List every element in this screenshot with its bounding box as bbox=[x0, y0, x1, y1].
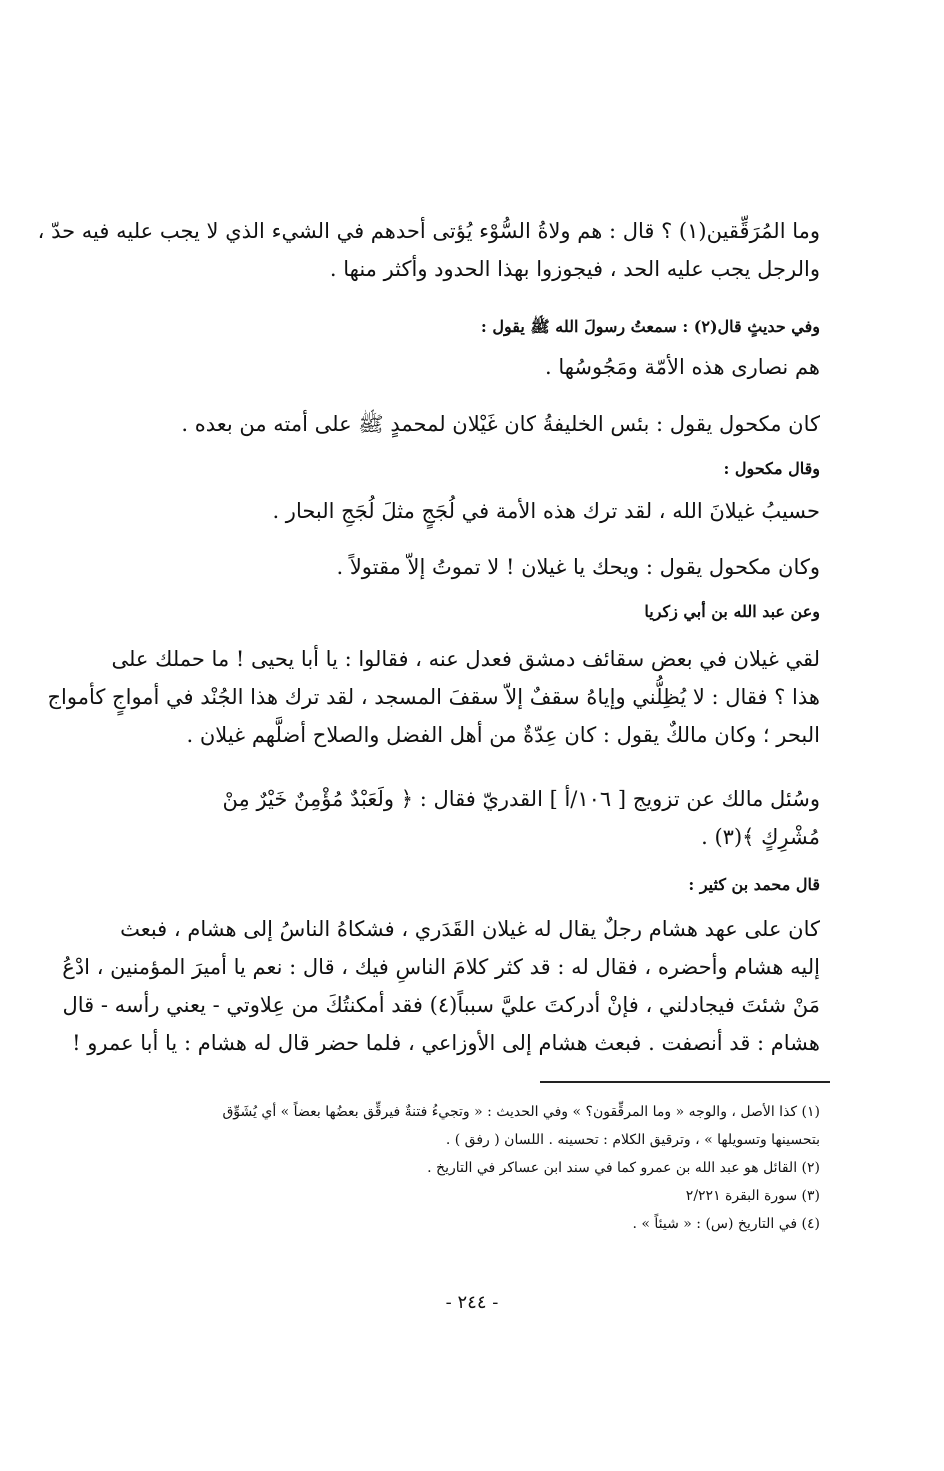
text-line: مُشْرِكٍ ﴾(٣) . bbox=[701, 825, 820, 849]
footnote-divider bbox=[540, 1081, 830, 1083]
footnote-line: (٢) القائل هو عبد الله بن عمرو كما في سند ابن عساكر في التاريخ . bbox=[427, 1160, 820, 1176]
text-line: كان على عهد هشام رجلٌ يقال له غيلان القَدَري ، فشكاهُ الناسُ إلى هشام ، فبعث bbox=[120, 917, 820, 941]
text-line: هذا ؟ فقال : لا يُظِلُّني وإياهُ سقفٌ إلاّ سقفَ المسجد ، لقد ترك هذا الجُنْد في أمواجٍ كأمواج bbox=[47, 685, 820, 709]
text-line: وما المُرَقِّقين(١) ؟ قال : هم ولاةُ السُّوْء يُؤتى أحدهم في الشيء الذي لا يجب عليه فيه حدّ ، bbox=[37, 219, 820, 243]
text-line: والرجل يجب عليه الحد ، فيجوزوا بهذا الحدود وأكثر منها . bbox=[329, 257, 820, 281]
paragraph-2: كان مكحول يقول : بئس الخليفةُ كان غَيْلان لمحمدٍ ﷺ على أمته من بعده . bbox=[181, 412, 820, 436]
footnotes bbox=[120, 1098, 820, 1238]
quote-hadith: هم نصارى هذه الأمّة ومَجُوسُها . bbox=[544, 355, 820, 379]
paragraph-4: وكان مكحول يقول : ويحك يا غيلان ! لا تموتُ إلاّ مقتولاً . bbox=[336, 555, 820, 579]
heading-hadith: وفي حديثٍ قال(٢) : سمعتُ رسولَ الله ﷺ يقول : bbox=[480, 317, 820, 336]
text-line: وسُئل مالك عن تزويج [ ١٠٦/أ ] القدريّ فقال : ﴿ ولَعَبْدٌ مُؤْمِنٌ خَيْرٌ مِنْ bbox=[222, 787, 820, 811]
footnote-line: بتحسينها وتسويلها » ، وترقيق الكلام : تحسينه . اللسان ( رفق ) . bbox=[445, 1132, 820, 1148]
paragraph-3: حسيبُ غيلانَ الله ، لقد ترك هذه الأمة في لُجَجٍ مثلَ لُجَجِ البحار . bbox=[272, 499, 820, 523]
text-line: هشام : قد أنصفت . فبعث هشام إلى الأوزاعي ، فلما حضر قال له هشام : يا أبا عمرو ! bbox=[72, 1031, 820, 1055]
footnote-line: (٣) سورة البقرة ٢/٢٢١ bbox=[685, 1188, 820, 1204]
heading-abdullah: وعن عبد الله بن أبي زكريا bbox=[644, 602, 820, 621]
paragraph-7 bbox=[62, 910, 820, 1062]
page-number: - ٢٤٤ - bbox=[445, 1292, 499, 1313]
text-line: البحر ؛ وكان مالكٌ يقول : كان عِدّةٌ من أهل الفضل والصلاح أضلَّهم غيلان . bbox=[186, 723, 820, 747]
heading-makhul: وقال مكحول : bbox=[723, 459, 820, 478]
text-line: إليه هشام وأحضره ، فقال له : قد كثر كلامَ الناسِ فيك ، قال : نعم يا أميرَ المؤمنين ، ادْعُ bbox=[62, 955, 820, 979]
text-line: مَنْ شئتَ فيجادلني ، فإنْ أدركتَ عليَّ سبباً(٤) فقد أمكنتُكَ من عِلاوتي - يعني رأسه - قال bbox=[62, 993, 820, 1017]
footnote-line: (١) كذا الأصل ، والوجه « وما المرقِّقون؟ » وفي الحديث : « وتجيءُ فتنةٌ فيرقِّق بعضُها بعضاً » أي يُشَوِّق bbox=[222, 1104, 820, 1120]
paragraph-6 bbox=[120, 780, 820, 856]
text-line: لقي غيلان في بعض سقائف دمشق فعدل عنه ، فقالوا : يا أبا يحيى ! ما حملك على bbox=[111, 647, 820, 671]
footnote-line: (٤) في التاريخ (س) : « شيئاً » . bbox=[632, 1216, 820, 1232]
heading-muhammad: قال محمد بن كثير : bbox=[688, 875, 820, 894]
paragraph-1 bbox=[37, 212, 820, 288]
paragraph-5 bbox=[47, 640, 820, 754]
